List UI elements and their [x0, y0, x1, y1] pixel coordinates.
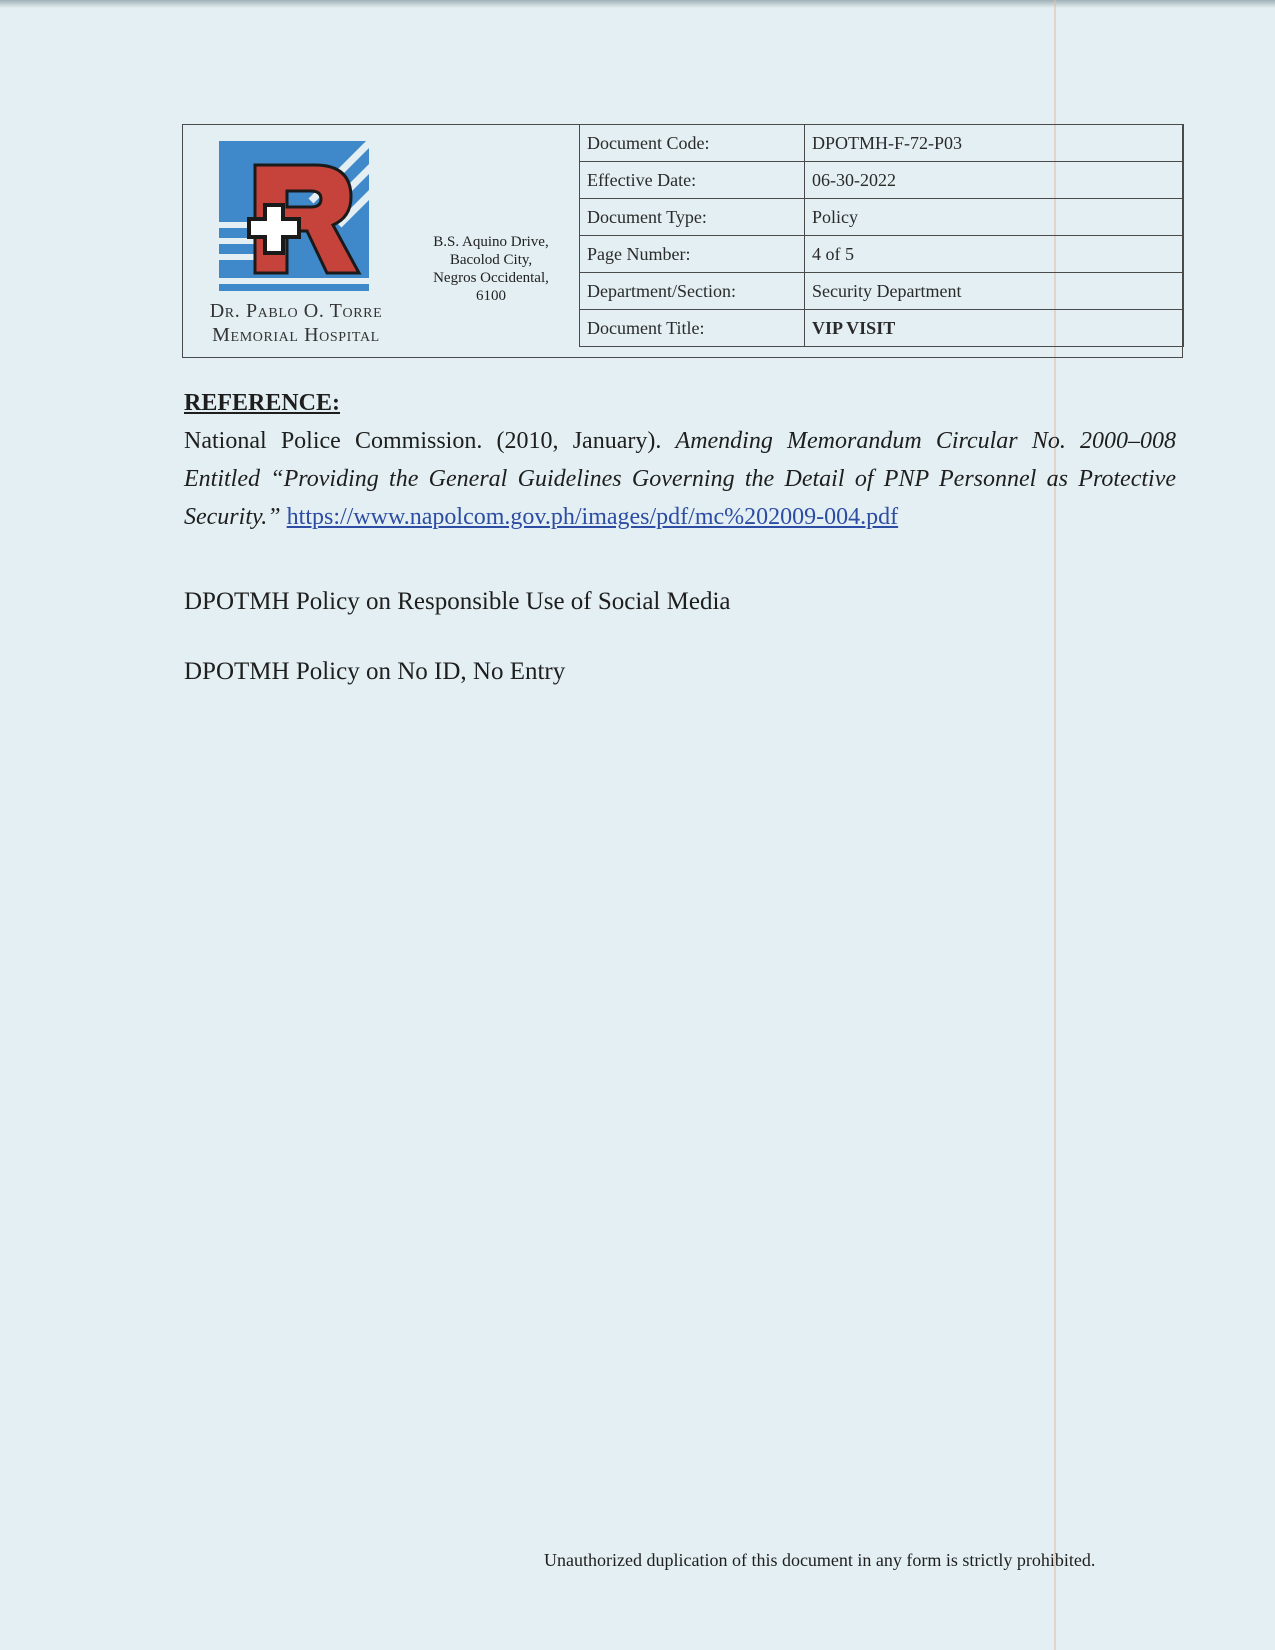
info-label: Document Title:	[580, 310, 805, 347]
info-value: 06-30-2022	[805, 162, 1184, 199]
hospital-name-line2: Memorial Hospital	[212, 324, 380, 346]
info-value: 4 of 5	[805, 236, 1184, 273]
info-label: Effective Date:	[580, 162, 805, 199]
info-value: Security Department	[805, 273, 1184, 310]
info-label: Document Type:	[580, 199, 805, 236]
info-row-page-number	[580, 236, 1184, 273]
hospital-logo	[219, 141, 375, 297]
duplication-notice: Unauthorized duplication of this document in any form is strictly prohibited.	[544, 1550, 1096, 1570]
address-line3: Negros Occidental,	[433, 270, 549, 286]
document-info-table	[579, 124, 1184, 347]
reference-citation	[184, 422, 1176, 536]
document-body	[184, 388, 1176, 688]
policy-reference-item: DPOTMH Policy on Responsible Use of Social Media	[184, 588, 731, 615]
info-row-type	[580, 199, 1184, 236]
document-header	[182, 124, 1183, 358]
address-line1: B.S. Aquino Drive,	[433, 234, 549, 250]
citation-title: Amending Memorandum Circular No. 2000–008 Entitled “Providing the General Guidelines Governing the Detail of PNP Personnel as Protective Security.”	[184, 428, 1177, 530]
address-line2: Bacolod City,	[449, 252, 533, 268]
citation-link[interactable]: https://www.napolcom.gov.ph/images/pdf/mc%202009-004.pdf	[286, 504, 899, 530]
hospital-logo-cell	[183, 125, 579, 357]
citation-author: National Police Commission. (2010, January).	[184, 428, 662, 454]
info-value: Policy	[805, 199, 1184, 236]
hospital-address	[411, 233, 571, 309]
page-top-shadow	[0, 0, 1275, 8]
policy-reference-item: DPOTMH Policy on No ID, No Entry	[184, 658, 566, 685]
info-row-code	[580, 125, 1184, 162]
hospital-name	[191, 299, 401, 347]
reference-heading: REFERENCE:	[184, 390, 341, 416]
info-label: Document Code:	[580, 125, 805, 162]
info-value: DPOTMH-F-72-P03	[805, 125, 1184, 162]
info-label: Department/Section:	[580, 273, 805, 310]
info-value: VIP VISIT	[805, 310, 1184, 347]
info-row-title	[580, 310, 1184, 347]
info-row-effective-date	[580, 162, 1184, 199]
info-label: Page Number:	[580, 236, 805, 273]
address-line4: 6100	[476, 288, 506, 304]
info-row-department	[580, 273, 1184, 310]
hospital-name-line1: Dr. Pablo O. Torre	[209, 300, 383, 322]
